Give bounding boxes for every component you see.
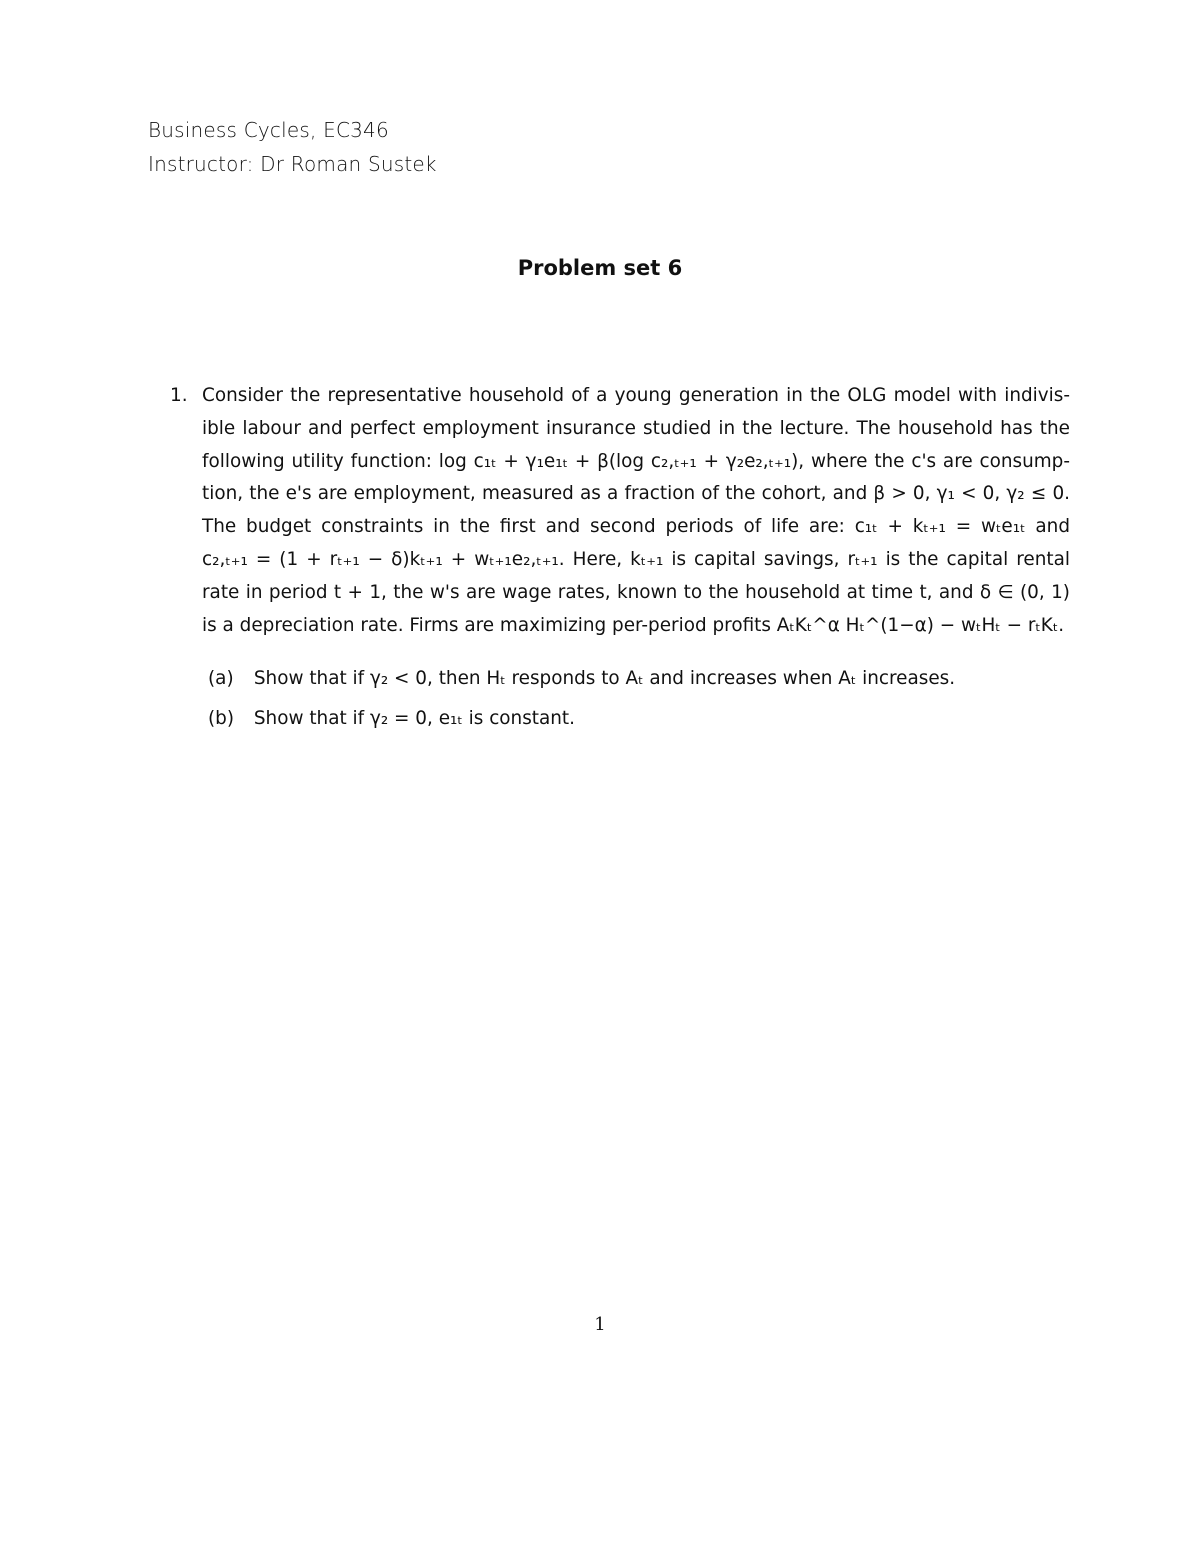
problem-line: rate in period t + 1, the w's are wage rates, known to the household at time t, and δ ∈ (0, 1) bbox=[202, 581, 1070, 603]
problem-1 bbox=[170, 380, 1070, 642]
problem-line: following utility function: log c₁ₜ + γ₁e₁ₜ + β(log c₂,ₜ₊₁ + γ₂e₂,ₜ₊₁), where the c's are consump- bbox=[202, 450, 1070, 472]
problem-1-parts bbox=[208, 668, 955, 748]
problem-line: tion, the e's are employment, measured as a fraction of the cohort, and β > 0, γ₁ < 0, γ₂ ≤ 0. bbox=[202, 483, 1070, 505]
instructor-name: Instructor: Dr Roman Sustek bbox=[148, 152, 437, 176]
part-b bbox=[208, 708, 955, 748]
problem-line: ible labour and perfect employment insurance studied in the lecture. The household has the bbox=[202, 417, 1070, 439]
problem-line: The budget constraints in the first and second periods of life are: c₁ₜ + kₜ₊₁ = wₜe₁ₜ and bbox=[202, 516, 1070, 538]
part-label: (b) bbox=[208, 708, 235, 729]
part-text: Show that if γ₂ < 0, then Hₜ responds to Aₜ and increases when Aₜ increases. bbox=[253, 668, 956, 689]
part-a bbox=[208, 668, 955, 708]
page-number: 1 bbox=[594, 1314, 606, 1335]
problem-number: 1. bbox=[170, 385, 188, 406]
problem-1-body bbox=[202, 380, 1070, 642]
problem-line: is a depreciation rate. Firms are maximizing per-period profits AₜKₜ^α Hₜ^(1−α) − wₜHₜ − rₜKₜ. bbox=[202, 614, 1065, 636]
course-title: Business Cycles, EC346 bbox=[148, 118, 389, 142]
part-label: (a) bbox=[208, 668, 234, 689]
part-text: Show that if γ₂ = 0, e₁ₜ is constant. bbox=[253, 708, 575, 729]
problem-line: Consider the representative household of a young generation in the OLG model with indivis- bbox=[202, 385, 1070, 406]
problem-line: c₂,ₜ₊₁ = (1 + rₜ₊₁ − δ)kₜ₊₁ + wₜ₊₁e₂,ₜ₊₁. Here, kₜ₊₁ is capital savings, rₜ₊₁ is the capital rental bbox=[202, 548, 1070, 570]
problem-set-title: Problem set 6 bbox=[517, 256, 683, 280]
